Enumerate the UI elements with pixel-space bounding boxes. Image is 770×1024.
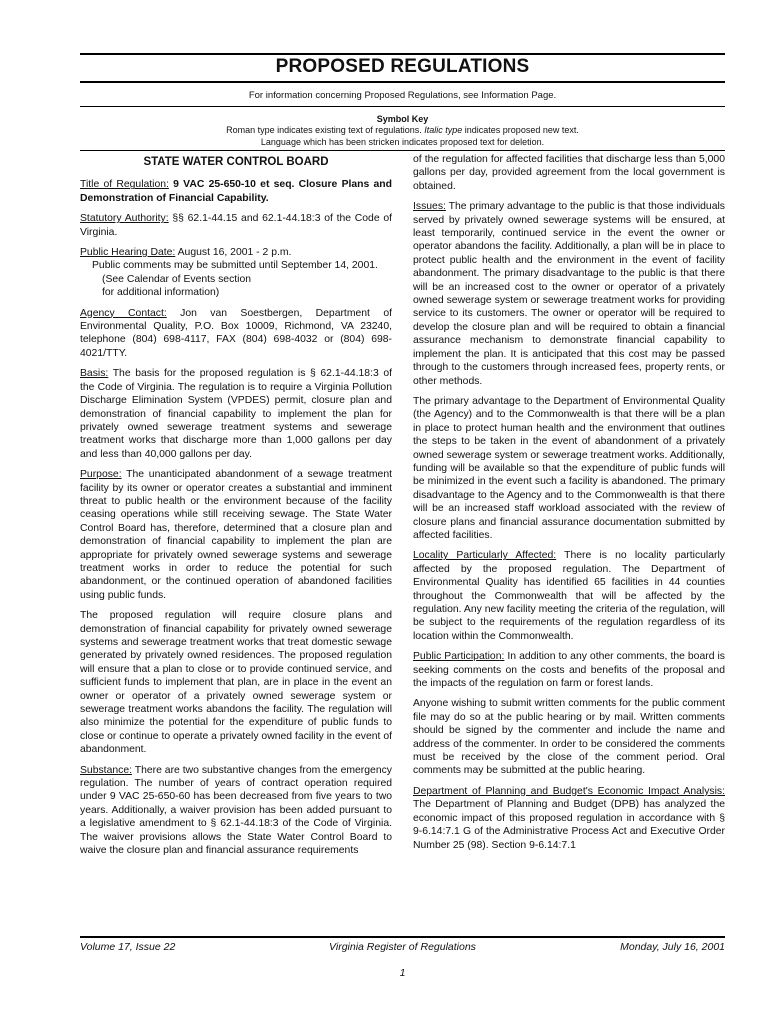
public-participation-paragraph: Public Participation: In addition to any other comments, the board is seeking comments on the costs and benefits of the proposal and the impacts of the regulation on farm or forest lands. (413, 651, 725, 690)
purpose-paragraph: Purpose: The unanticipated abandonment of a sewage treatment facility by its owner or operator creates a substantial and imminent threat to public health or the environment because of the facility ceasing operations while still receiving sewage. The State Water Control Board has, therefore, determined that a closure plan and demonstration of financial capability to implement the plan are appropriate for privately owned sewerage systems and sewerage treatment works in order to reduce the potential for such abandonment, or the continued operation of abandoned facilities using public funds. (80, 469, 392, 601)
board-heading: STATE WATER CONTROL BOARD (143, 156, 329, 168)
title-rule (80, 81, 725, 83)
public-comments-deadline: Public comments may be submitted until September 14, 2001. (92, 260, 378, 272)
symbol-key-line-1: Roman type indicates existing text of regulations. Italic type indicates proposed new text. (226, 125, 579, 135)
info-rule (80, 106, 725, 107)
primary-advantage-paragraph: The primary advantage to the Department of Environmental Quality (the Agency) and to the Commonwealth is that there will be a plan in place to protect human health and the environment that outlines the steps to be taken in the event of abandonment of a privately owned sewerage system or sewerage treatment works. Additionally, funding will be available so that the expenditure of public funds will be minimized in the event such a facility is abandoned. The primary disadvantage to the Agency and to the Commonwealth is that there will be an increased staff workload associated with the review of closure plans and financial assurance documentation submitted by affected facilities. (413, 395, 725, 541)
basis-paragraph: Basis: The basis for the proposed regulation is § 62.1-44.18:3 of the Code of Virginia. The regulation is to require a Virginia Pollution Discharge Elimination System (VPDES) permit, closure plan and demonstration of financial capability to implement the plan for privately owned sewerage treatment systems and sewerage treatment works that discharge more than 1,000 gallons per day and less than 40,000 gallons per day. (80, 368, 392, 460)
top-rule (80, 53, 725, 55)
symbol-key-rule (80, 150, 725, 151)
agency-contact: Agency Contact: Jon van Soestbergen, Department of Environmental Quality, P.O. Box 10009, Richmond, VA 23240, telephone (804) 698-4117, FAX (804) 698-4032 or (804) 698-4021/TTY. (80, 307, 392, 359)
locality-paragraph: Locality Particularly Affected: There is no locality particularly affected by the proposed regulation. The Department of Environmental Quality has identified 65 facilities in 44 counties throughout the Commonwealth that will be affected by the regulation. Any new facility meeting the criteria of the regulation, will be subject to the requirements of the regulation regardless of its location within the Commonwealth. (413, 550, 725, 642)
page-title: PROPOSED REGULATIONS (275, 56, 530, 77)
info-line: For information concerning Proposed Regulations, see Information Page. (248, 90, 557, 101)
statutory-authority: Statutory Authority: §§ 62.1-44.15 and 62.1-44.18:3 of the Code of Virginia. (80, 213, 392, 238)
issues-paragraph: Issues: The primary advantage to the public is that those individuals served by privately owned sewerage systems will be ensured, at least temporarily, continued service in the event the owner or operator abandons the facility. Additionally, a plan will be in place to protect public health and the environment in the event of facility abandonment. The primary disadvantage to the public is that there will be an increased cost to the owner or operator of a privately owned sewerage system or sewerage treatment works for providing service to its customers. The owner or operator will be required to develop the closure plan and will be required to obtain a financial assurance mechanism to demonstrate financial capability to implement the plan. It is anticipated that this cost may be passed through to the customers through increased fees, property rents, or other methods. (413, 201, 725, 387)
symbol-key-title: Symbol Key (376, 114, 429, 124)
continued-paragraph: of the regulation for affected facilities that discharge less than 5,000 gallons per day, provided agreement from the local government is obtained. (413, 154, 725, 192)
public-hearing-date: Public Hearing Date: August 16, 2001 - 2 p.m. (80, 247, 292, 259)
page-number: 1 (399, 967, 406, 979)
symbol-key-line-2: Language which has been stricken indicates proposed text for deletion. (260, 137, 545, 147)
title-of-regulation: Title of Regulation: 9 VAC 25-650-10 et seq. Closure Plans and Demonstration of Financial Capability. (80, 179, 392, 204)
left-column (80, 153, 392, 865)
economic-impact-paragraph: Department of Planning and Budget's Economic Impact Analysis: The Department of Planning and Budget (DPB) has analyzed the economic impact of this proposed regulation in accordance with § 9-6.14:7.1 G of the Administrative Process Act and Executive Order Number 25 (98). Section 9-6.14:7.1 (413, 785, 725, 851)
additional-info-note: for additional information) (102, 287, 220, 299)
calendar-note: (See Calendar of Events section (102, 273, 252, 285)
publication-name: Virginia Register of Regulations (329, 941, 476, 953)
proposed-regulation-paragraph: The proposed regulation will require closure plans and demonstration of financial capability for privately owned sewerage systems and sewerage treatment works that treat domestic sewage generated by privately owned residences. The proposed regulation will ensure that a plan to close or to provide continued service, and sufficient funds to implement that plan, are in place in the event an owner or operator of a privately owned sewerage system or sewerage treatment works abandons the facility. The regulation will also minimize the potential for the expenditure of public funds to close or continue to operate a privately owned facility in the event of abandonment. (80, 610, 392, 756)
publication-date: Monday, July 16, 2001 (620, 941, 725, 953)
footer-rule (80, 936, 725, 938)
volume-issue: Volume 17, Issue 22 (80, 941, 176, 953)
right-column (413, 153, 725, 859)
substance-paragraph: Substance: There are two substantive changes from the emergency regulation. The number of years of contract operation required under 9 VAC 25-650-60 has been decreased from five years to two years. Additionally, a waiver provision has been added pursuant to a legislative amendment to § 62.1-44.18:3 of the Code of Virginia. The waiver provisions allows the State Water Control Board to waive the closure plan and financial assurance requirements (80, 764, 392, 857)
written-comments-paragraph: Anyone wishing to submit written comments for the public comment file may do so at the public hearing or by mail. Written comments should be signed by the commenter and include the name and address of the commenter. In order to be considered the comments must be received by the close of the comment period. Oral comments may be submitted at the public hearing. (413, 698, 725, 777)
